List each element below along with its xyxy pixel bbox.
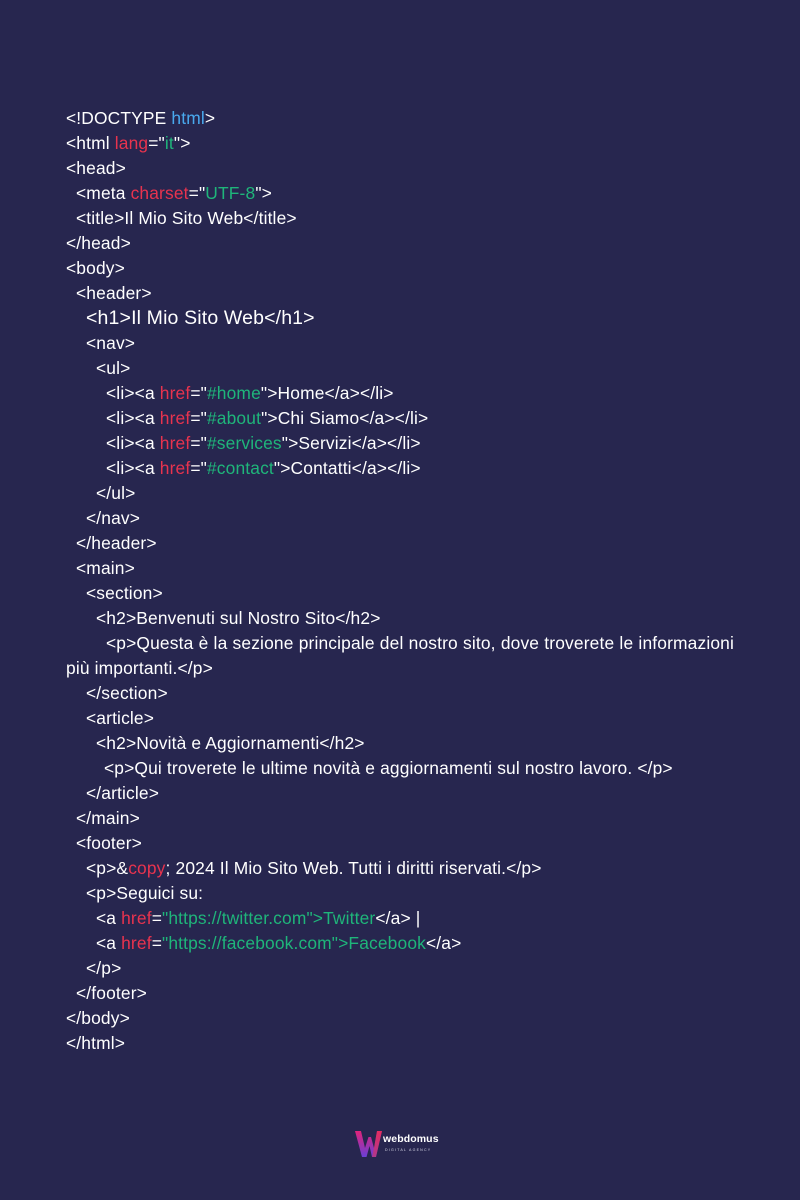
code-line-section-close: </section> [86,683,168,703]
code-text: </a> [426,933,462,953]
code-text: > [204,108,216,128]
code-line-doctype [66,106,734,131]
code-line-nav-close: </nav> [86,508,141,528]
code-line-html-close: </html> [66,1033,126,1053]
logo-tagline: DIGITAL AGENCY [385,1148,432,1152]
code-line-article-close: </article> [86,783,160,803]
code-line-meta [66,181,734,206]
code-line-copyright [66,856,734,881]
code-text: =" [190,433,207,453]
code-line-footer-open: <footer> [76,833,142,853]
code-line-header-open: <header> [76,283,152,303]
webdomus-logo [354,1129,454,1159]
code-text: ">Home</a></li> [260,383,394,403]
code-text: =" [148,133,165,153]
code-line-facebook-link [66,931,734,956]
code-line-body-close: </body> [66,1008,130,1028]
code-text: =" [190,408,207,428]
code-text: <meta [76,183,131,203]
code-line-head-open: <head> [66,158,126,178]
code-text: <p>Questa è la sezione principale del nostro sito, dove troverete le informazioni più importanti.</p> [66,633,734,678]
code-attribute: href [159,433,191,453]
code-line-p-news [66,756,734,781]
code-value: #services [206,433,282,453]
code-line-h2-news: <h2>Novità e Aggiornamenti</h2> [96,733,365,753]
code-text: <html [66,133,115,153]
code-text: ">Chi Siamo</a></li> [261,408,429,428]
code-value: it [164,133,174,153]
code-line-head-close: </head> [66,233,131,253]
code-line-html-open [66,131,734,156]
html-code-block [66,106,734,1056]
code-attribute: href [159,458,191,478]
code-text: <p>Qui troverete le ultime novità e aggiornamenti sul nostro lavoro. </p> [104,758,673,778]
code-line-nav-open: <nav> [86,333,136,353]
code-line-p-intro [66,631,734,681]
code-text: = [151,908,162,928]
code-text: =" [190,383,207,403]
code-line-title: <title>Il Mio Sito Web</title> [76,208,297,228]
code-line-article-open: <article> [86,708,155,728]
code-attribute: href [121,933,152,953]
code-line-main-open: <main> [76,558,135,578]
code-line-section-open: <section> [86,583,163,603]
code-attribute: href [121,908,152,928]
code-attribute: copy [128,858,166,878]
code-attribute: lang [114,133,149,153]
code-value: "https://twitter.com">Twitter [162,908,376,928]
code-line-footer-close: </footer> [76,983,147,1003]
code-value: "https://facebook.com">Facebook [162,933,426,953]
code-keyword: html [171,108,205,128]
code-line-ul-close: </ul> [96,483,136,503]
code-value: UTF-8 [205,183,256,203]
code-line-twitter-link [66,906,734,931]
code-line-nav-item [66,381,734,406]
code-line-p-close: </p> [86,958,122,978]
code-text: ; 2024 Il Mio Sito Web. Tutti i diritti riservati.</p> [165,858,542,878]
code-line-ul-open: <ul> [96,358,131,378]
code-text: <a [96,933,122,953]
code-line-nav-item [66,456,734,481]
code-text: ">Contatti</a></li> [273,458,421,478]
code-text: <a [96,908,122,928]
code-text: =" [190,458,207,478]
code-text: </a> | [375,908,421,928]
code-line-follow: <p>Seguici su: [86,883,204,903]
code-text: <p>& [86,858,129,878]
webdomus-w-logo-icon [354,1129,384,1159]
code-text: <!DOCTYPE [66,108,172,128]
code-line-body-open: <body> [66,258,125,278]
code-attribute: href [159,408,191,428]
code-line-h2-welcome: <h2>Benvenuti sul Nostro Sito</h2> [96,608,381,628]
code-text: =" [188,183,206,203]
code-value: #about [206,408,262,428]
code-line-h1: <h1>Il Mio Sito Web</h1> [86,307,315,329]
code-text: <li><a [106,433,160,453]
code-text: <li><a [106,408,160,428]
code-line-nav-item [66,406,734,431]
code-line-header-close: </header> [76,533,157,553]
code-line-nav-item [66,431,734,456]
code-text: = [151,933,162,953]
code-text: "> [173,133,191,153]
code-text: ">Servizi</a></li> [281,433,421,453]
code-line-main-close: </main> [76,808,140,828]
code-text: "> [255,183,272,203]
code-text: <li><a [106,383,160,403]
code-text: <li><a [106,458,160,478]
code-attribute: href [159,383,191,403]
logo-name: webdomus [383,1133,439,1145]
code-attribute: charset [130,183,189,203]
code-value: #home [206,383,261,403]
code-value: #contact [206,458,274,478]
